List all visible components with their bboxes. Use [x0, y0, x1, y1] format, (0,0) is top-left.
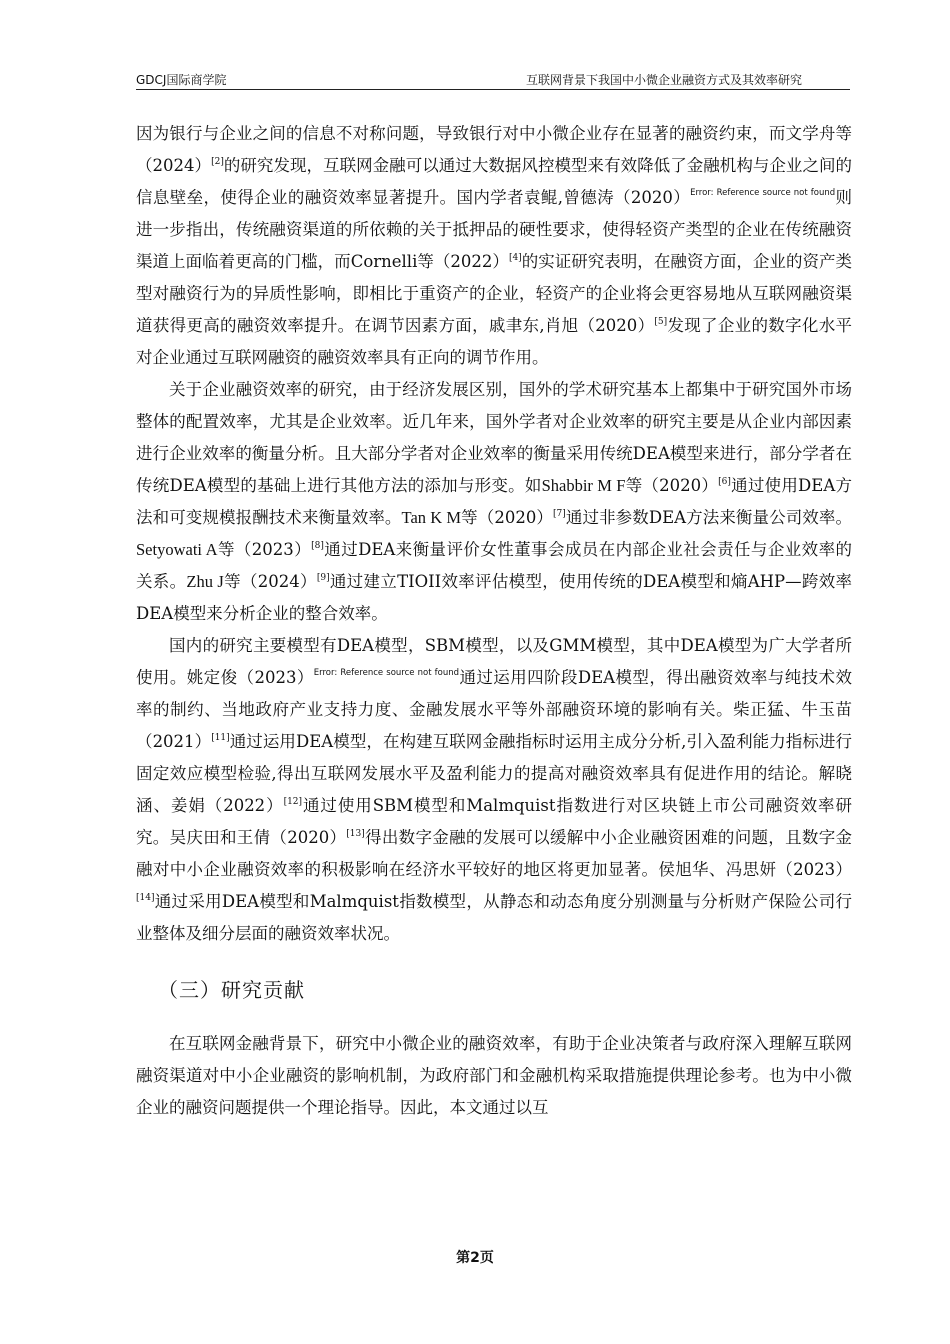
reference-error: Error: Reference source not found	[690, 188, 836, 198]
paragraph-3	[136, 630, 852, 950]
paragraph-1	[136, 118, 852, 374]
text-run: 通过采用DEA模型和Malmquist指数模型，从静态和动态角度分别测量与分析财产保险公司行业整体及细分层面的融资效率状况。	[136, 892, 852, 943]
text-run: 通过运用DEA模型，在构建互联网金融指标时运用主成分分析,引入盈利能力指标进行固定效应模型检验,得出互联网发展水平及盈利能力的提高对融资效率具有促进作用的结论。解晓涵、姜娟（2022）	[136, 732, 852, 815]
header-school-name: GDCJ国际商学院	[136, 73, 227, 87]
body-text	[136, 118, 852, 1124]
text-run: 发现了企业的数字化水平对企业通过互联网融资的融资效率具有正向的调节作用。	[136, 316, 852, 367]
citation-ref[interactable]: [14]	[136, 893, 155, 903]
citation-ref[interactable]: [4]	[508, 253, 522, 263]
text-run: 等（2024）	[223, 572, 317, 591]
author-name: Shabbir M F	[541, 476, 626, 495]
text-run: 关于企业融资效率的研究，由于经济发展区别，国外的学术研究基本上都集中于研究国外市场整体的配置效率，尤其是企业效率。近几年来，国外学者对企业效率的研究主要是从企业内部因素进行企业效率的衡量分析。且大部分学者对企业效率的衡量采用传统DEA模型来进行，部分学者在传统DEA模型的基础上进行其他方法的添加与形变。如	[136, 380, 852, 495]
author-name: Tan K M	[401, 508, 462, 527]
text-run: 通过DEA来衡量评价女性董事会成员在内部企业社会责任与企业效率的关系。	[136, 540, 852, 591]
header-paper-title: 互联网背景下我国中小微企业融资方式及其效率研究	[525, 73, 802, 87]
citation-ref[interactable]: [8]	[311, 541, 324, 551]
reference-error: Error: Reference source not found	[313, 668, 460, 678]
text-run: 等（2020）	[461, 508, 554, 527]
author-name: Setyowati A	[136, 540, 218, 559]
text-run: 通过运用四阶段DEA模型，得出融资效率与纯技术效率的制约、当地政府产业支持力度、金融发展水平等外部融资环境的影响有关。柴正猛、牛玉苗（2021）	[136, 668, 852, 751]
citation-ref[interactable]: [13]	[346, 829, 365, 839]
text-run: 得出数字金融的发展可以缓解中小企业融资困难的问题，且数字金融对中小企业融资效率的积极影响在经济水平较好的地区将更加显著。侯旭华、冯思妍（2023）	[136, 828, 852, 879]
text-run: 通过使用SBM模型和Malmquist指数进行对区块链上市公司融资效率研究。吴庆田和王倩（2020）	[136, 796, 852, 847]
citation-ref[interactable]: [6]	[718, 477, 731, 487]
text-run: 的实证研究表明，在融资方面，企业的资产类型对融资行为的异质性影响，即相比于重资产的企业，轻资产的企业将会更容易地从互联网融资渠道获得更高的融资效率提升。在调节因素方面，戚聿东,肖旭（2020）	[136, 252, 852, 335]
citation-ref[interactable]: [5]	[654, 317, 668, 327]
text-run: 等（2020）	[625, 476, 719, 495]
paragraph-2	[136, 374, 852, 630]
text-run: 在互联网金融背景下，研究中小微企业的融资效率，有助于企业决策者与政府深入理解互联网融资渠道对中小企业融资的影响机制，为政府部门和金融机构采取措施提供理论参考。也为中小微企业的融资问题提供一个理论指导。因此，本文通过以互	[136, 1034, 852, 1117]
page-header	[136, 73, 850, 90]
citation-ref[interactable]: [11]	[211, 733, 230, 743]
text-run: 等（2023）	[217, 540, 312, 559]
section-heading: （三）研究贡献	[158, 978, 305, 1002]
text-run: 国内的研究主要模型有DEA模型，SBM模型，以及GMM模型，其中DEA模型为广大学者所使用。姚定俊（2023）	[136, 636, 852, 687]
author-name: Zhu J	[186, 572, 224, 591]
citation-ref[interactable]: [12]	[283, 797, 303, 807]
text-run: 通过非参数DEA方法来衡量公司效率。	[565, 508, 852, 527]
citation-ref[interactable]: [7]	[553, 509, 566, 519]
page-number: 第2页	[456, 1250, 494, 1266]
text-run: 因为银行与企业之间的信息不对称问题，导致银行对中小微企业存在显著的融资约束，而文学舟等（2024）	[136, 124, 852, 175]
text-run: 通过建立TIOII效率评估模型，使用传统的DEA模型和熵AHP—跨效率DEA模型来分析企业的整合效率。	[136, 572, 853, 623]
paragraph-4	[136, 1028, 852, 1124]
text-run: 则进一步指出，传统融资渠道的所依赖的关于抵押品的硬性要求，使得轻资产类型的企业在传统融资渠道上面临着更高的门槛，而Cornelli等（2022）	[136, 188, 852, 271]
citation-ref[interactable]: [2]	[211, 157, 224, 167]
citation-ref[interactable]: [9]	[316, 573, 330, 583]
text-run: 通过使用DEA方法和可变规模报酬技术来衡量效率。	[136, 476, 852, 527]
text-run: 的研究发现，互联网金融可以通过大数据风控模型来有效降低了金融机构与企业之间的信息壁垒，使得企业的融资效率显著提升。国内学者袁鲲,曾德涛（2020）	[136, 156, 853, 207]
